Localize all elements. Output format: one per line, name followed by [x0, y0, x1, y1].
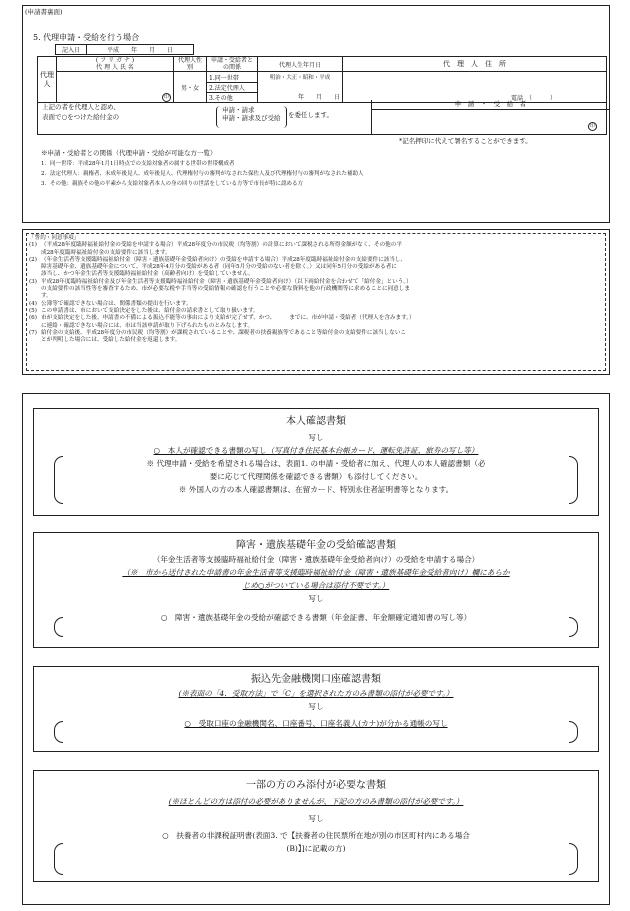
relation-note-3: 3．その他：親族その他の平素から支給対象者本人の身の回りの世話をしている方等で市長が特に認める方: [41, 181, 304, 187]
pledge-item-3-line-1: (3) 平成28年度臨時福祉給付金及び年金生活者等支援臨時福祉給付金（障害・遺族基礎年金受給者向け）（以下両給付金を合わせて「給付金」という。）: [29, 278, 412, 285]
phone-label: 電話 （ ）: [510, 95, 556, 102]
gender-label: 代理人性別: [174, 57, 207, 72]
optional-documents-copy: 写し: [308, 814, 324, 823]
relation-option-2[interactable]: 2.法定代理人: [207, 83, 257, 93]
bracket-right: [569, 721, 578, 743]
pledge-item-2-line-1: (2) （年金生活者等支援臨時福祉給付金（障害・遺族基礎年金受給者向け）の受給を申請する場合）平成28年度臨時福祉給付金の支給要件に該当し、: [29, 256, 407, 263]
bank-documents-item: ○ 受取口座の金融機関名、口座番号、口座名義人(カナ)が分かる通帳の写し: [184, 719, 448, 728]
pledge-item-6-line-1: (6) 市が支給決定をした後、申請書の不備による振込不能等の事由により支給が完了せず、かつ、 までに、市が申請・受給者（代理人を含みます。）: [29, 315, 415, 322]
back-side-label: (申請書裏面): [25, 8, 63, 16]
bank-documents-box: [33, 666, 599, 752]
entry-date-field[interactable]: 平成 年 月 日: [87, 45, 194, 55]
pledge-box: [26, 233, 606, 371]
id-documents-copy: 写し: [308, 433, 324, 442]
pledge-section: [22, 229, 610, 375]
proxy-info-table: [37, 56, 607, 103]
birth-eras: 明治・大正・昭和・平成: [269, 75, 331, 81]
relation-option-1[interactable]: 1.同一世帯: [207, 73, 257, 83]
applicant-seal-mark: 印: [589, 123, 595, 129]
bracket-right: [569, 456, 578, 504]
bank-documents-title: 振込先金融機関口座確認書類: [251, 674, 381, 685]
entry-date-label: 記入日: [56, 45, 87, 55]
pledge-item-1-line-1: (1) （平成28年度臨時福祉給付金の受給を申請する場合）平成28年度分の市民税（均等割）の計算において課税される所得金額がなく、その他の平: [29, 242, 402, 249]
bracket-left: [54, 617, 63, 637]
bracket-left: [54, 456, 63, 504]
delegate-suffix: を委任します。: [288, 111, 333, 119]
entry-date-table: [55, 44, 194, 55]
birth-label: 代理人生年月日: [258, 57, 343, 72]
pledge-item-2-line-3: 該当し、かつ年金生活者等支援臨時福祉給付金（高齢者向け）を受給していません。: [41, 271, 254, 278]
pension-documents-note-1: （※ 市から送付された申請書の年金生活者等支援臨時福祉給付金（障害・遺族基礎年金受給者向け）欄にあらか: [122, 568, 510, 577]
pledge-title: 「誓約・同意事項」: [29, 235, 80, 241]
bracket-right: [569, 843, 578, 875]
option-apply[interactable]: 申請・請求: [222, 106, 255, 114]
delegate-options: [216, 106, 287, 128]
delegate-line-1: 上記の者を代理人と認め、: [42, 103, 120, 111]
birth-field[interactable]: [258, 72, 343, 103]
attachments-section: [22, 393, 610, 905]
applicant-field[interactable]: [372, 110, 609, 134]
pledge-item-3-line-2: の支給要件の該当性等を審査するため、市が必要な税や手当等の受給情報の確認を行うことや必要な資料を他の行政機関等に求めることに同意しま: [41, 286, 410, 293]
pledge-item-4: (4) 公簿等で確認できない場合は、関係書類の提出を行います。: [29, 300, 192, 307]
bank-documents-copy: 写し: [308, 702, 324, 711]
address-label: 代 理 人 住 所: [343, 57, 607, 72]
bracket-left: [54, 843, 63, 875]
pledge-item-1-line-2: 成28年度臨時福祉給付金の支給要件に該当します。: [41, 249, 171, 256]
id-documents-box: [33, 408, 599, 516]
bracket-left: [54, 721, 63, 743]
proxy-row-label: 代理人: [38, 57, 57, 103]
optional-documents-title: 一部の方のみ添付が必要な書類: [246, 780, 386, 791]
proxy-name-header: [57, 57, 174, 72]
id-documents-note-2: 要に応じて代理関係を確認できる書類）も添付してください。: [209, 472, 423, 481]
delegation-row: [37, 101, 607, 135]
pension-documents-item: ○ 障害・遺族基礎年金の受給が確認できる書類（年金証書、年金額確定通知書の写し等）: [160, 613, 472, 622]
signature-note: *記名押印に代えて署名することができます。: [399, 137, 532, 145]
pension-documents-subtitle: （年金生活者等支援臨時福祉給付金（障害・遺族基礎年金受給者向け）の受給を申請する場合）: [152, 555, 480, 564]
id-documents-note-1: ※ 代理申請・受給を希望される場合は、表面1. の申請・受給者に加え、代理人の本人確認書類（必: [146, 459, 486, 468]
id-documents-note-3: ※ 外国人の方の本人確認書類は、在留カード、特別永住者証明書等となります。: [178, 485, 454, 494]
seal-mark: 印: [163, 94, 169, 100]
relation-options[interactable]: [207, 72, 258, 103]
pledge-item-2-line-2: 障害基礎年金、遺族基礎年金について、平成28年4月分の受給がある者（同年5月分の受給のない者を除く。）又は同年5月分の受給がある者に: [41, 264, 397, 271]
pension-documents-title: 障害・遺族基礎年金の受給確認書類: [236, 540, 396, 551]
pledge-item-7-line-2: とが判明した場合には、受給した給付金を返還します。: [41, 337, 181, 344]
id-documents-title: 本人確認書類: [286, 416, 346, 427]
optional-documents-item-1: ○ 扶養者の非課税証明書(表面3. で【扶養者の住民票所在地が別の市区町村内にある場合: [162, 831, 470, 840]
applicant-label: 申 請 ・ 受 給 者: [372, 100, 609, 110]
relation-label: 申請・受給者との関係: [207, 57, 258, 72]
bank-documents-note: (※表面の「4．受取方法」で「C」を選択された方のみ書類の添付が必要です。）: [178, 689, 454, 698]
furigana-label: ( フ リ ガ ナ ): [95, 57, 135, 64]
pension-documents-box: [33, 532, 599, 648]
delegate-line-2: 表面で○をつけた給付金の: [42, 113, 120, 121]
proxy-name-field[interactable]: [57, 72, 174, 103]
relation-note-title: ※申請・受給者との関係（代理申請・受給が可能な方一覧）: [41, 149, 217, 157]
relation-note-2: 2．法定代理人：親権者、未成年後見人、成年後見人、代理権付与の審判がなされた保佐人及び代理権付与の審判がなされた補助人: [41, 171, 364, 177]
option-apply-receive[interactable]: 申請・請求及び受給: [222, 114, 281, 123]
pension-documents-note-2: じめ○がついている場合は添付不要です。）: [242, 581, 390, 590]
optional-documents-note: (※ほとんどの方は添付の必要がありませんが、下記の方のみ書類の添付が必要です。）: [168, 797, 464, 806]
id-documents-main: ○ 本人が確認できる書類の写し（写真付き住民基本台帳カード、運転免許証、旅券の写し等）: [153, 446, 479, 455]
pledge-item-5: (5) この申請書は、市において支給決定をした後は、給付金の請求書として取り扱います。: [29, 307, 259, 314]
address-field[interactable]: [343, 72, 607, 103]
applicant-box: [371, 100, 609, 134]
pension-documents-copy: 写し: [308, 594, 324, 603]
relation-option-3[interactable]: 3.その他: [209, 94, 233, 102]
name-label: 代 理 人 氏 名: [96, 64, 134, 71]
optional-documents-item-2: (B)】]に記載の方): [286, 844, 346, 853]
proxy-section: [22, 5, 610, 223]
pledge-item-3-line-3: す。: [41, 293, 52, 300]
birth-ymd: 年 月 日: [297, 94, 340, 101]
relation-note-1: 1．同一世帯：平成28年1月1日時点での支給対象者の属する世帯の世帯構成者: [41, 161, 235, 167]
pledge-item-7-line-1: (7) 給付金の支給後、平成28年度分の市民税（均等割）が課税されていることや、課税者の扶養親族等であること等給付金の支給要件に該当しないこ: [29, 329, 407, 336]
pledge-item-6-line-2: に連絡・確認できない場合には、市は当該申請が取り下げられたものとみなします。: [41, 322, 254, 329]
proxy-heading: 5. 代理申請・受給を行う場合: [33, 33, 140, 42]
gender-field[interactable]: 男・女: [174, 72, 207, 103]
optional-documents-box: [33, 770, 599, 882]
